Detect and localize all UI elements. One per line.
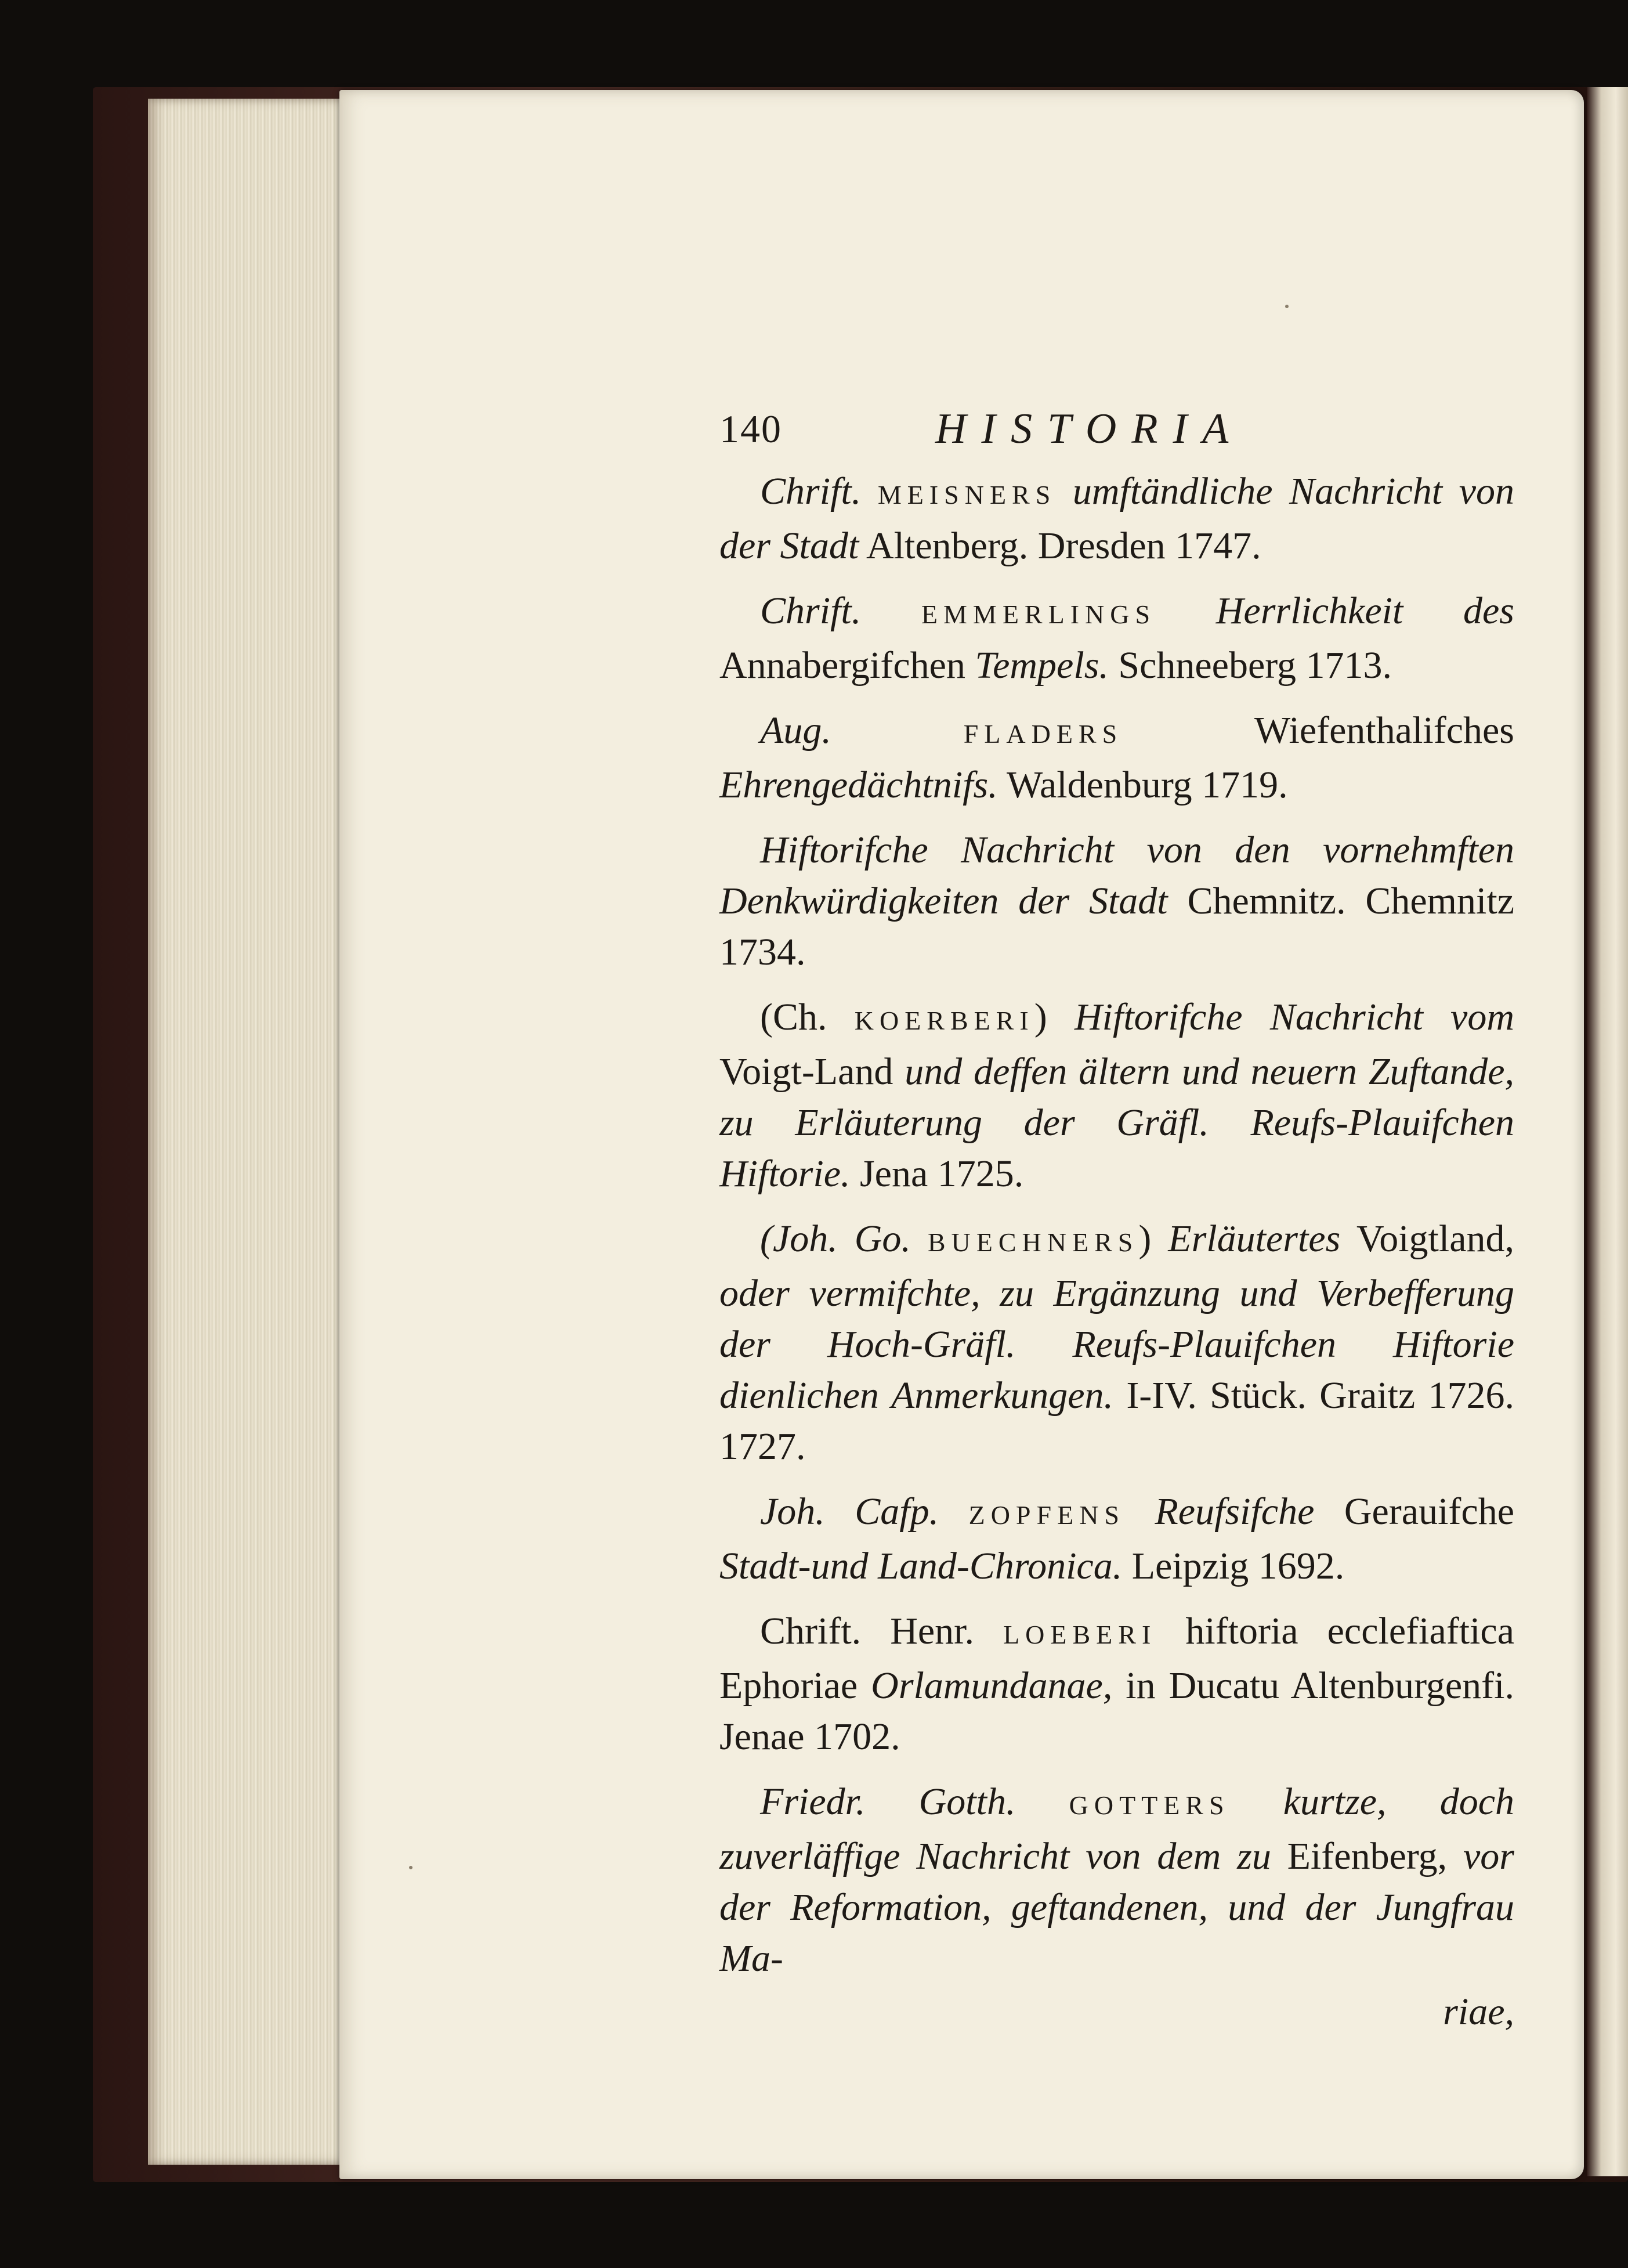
entry-text: Orlamundanae, (871, 1664, 1113, 1707)
entry-text: Hiftorifche Nachricht von den vornehmften Denkwürdigkeiten der Stadt (719, 829, 1514, 922)
author-name: KOERBERI (854, 1006, 1034, 1035)
entry-text: Schneeberg 1713. (1108, 644, 1392, 687)
entry-text: Reufsifche (1125, 1490, 1315, 1533)
entry-text: ) (1034, 996, 1075, 1038)
bibliography-entry (719, 992, 1514, 1200)
bibliography-entry (719, 825, 1514, 978)
author-name: MEISNERS (877, 480, 1057, 510)
paper-speck (409, 1866, 413, 1869)
paper-speck (1285, 305, 1289, 308)
entry-text: Herrlichkeit des (1156, 590, 1514, 632)
entry-text: oder vermifchte, zu Ergänzung und Verbefferung der Hoch-Gräfl. Reufs-Plauifchen Hiftorie dienlichen Anmerkungen. (719, 1272, 1514, 1417)
entry-text: Friedr. Gotth. (760, 1781, 1069, 1823)
entry-text: in Ducatu Altenburgenfi. Jenae 1702. (719, 1664, 1514, 1758)
bibliography-entry (719, 1606, 1514, 1763)
author-name: ZOPFENS (968, 1500, 1125, 1530)
bibliography-entry (719, 1486, 1514, 1592)
entry-text: und deffen ältern und neuern Zuftande, zu Erläuterung der Gräfl. Reufs-Plauifchen Hiftorie. (719, 1050, 1514, 1195)
author-name: BUECHNERS (927, 1227, 1139, 1257)
entry-text: Eifenberg, (1271, 1835, 1463, 1877)
bibliography-entry (719, 705, 1514, 811)
entry-text: Hiftorifche Nachricht vom (1074, 996, 1515, 1038)
entry-text: Stadt-und Land-Chronica. (719, 1545, 1123, 1587)
entry-text: Waldenburg 1719. (997, 764, 1288, 806)
bibliography-entry (719, 1776, 1514, 1984)
entry-text: kurtze, doch zuverläffige Nachricht von dem zu (719, 1781, 1514, 1877)
entry-text: Annabergifchen (719, 644, 975, 687)
entry-text: Joh. Cafp. (760, 1490, 969, 1533)
entry-text: Wiefenthalifches (1123, 709, 1514, 752)
page-header (719, 403, 1514, 456)
bibliography-entries (719, 466, 1514, 1984)
bibliography-entry (719, 466, 1514, 572)
page-edges (148, 99, 345, 2165)
entry-text: umftändliche Nachricht von der Stadt (719, 470, 1514, 567)
facing-page-edge (1587, 87, 1628, 2176)
entry-text: Chrift. (760, 470, 878, 512)
entry-text: (Ch. (760, 996, 855, 1038)
author-name: EMMERLINGS (921, 599, 1156, 629)
running-head: HISTORIA (935, 405, 1244, 453)
entry-text: hiftoria ecclefiaftica Ephoriae (719, 1610, 1514, 1707)
entry-text: Voigt-Land (719, 1050, 905, 1093)
entry-text: Chrift. Henr. (760, 1610, 1004, 1652)
entry-text: ) (1138, 1218, 1168, 1260)
page-number: 140 (719, 407, 782, 451)
entry-text: vor der Reformation, geftandenen, und der Jungfrau Ma- (719, 1835, 1514, 1980)
catchword: riae, (1443, 1991, 1514, 2033)
bibliography-entry (719, 586, 1514, 691)
author-name: GOTTERS (1069, 1790, 1230, 1820)
entry-text: (Joh. Go. (760, 1218, 928, 1260)
entry-text: Altenberg. Dresden 1747. (859, 525, 1261, 567)
author-name: FLADERS (963, 719, 1123, 749)
entry-text: Leipzig 1692. (1122, 1545, 1345, 1587)
bibliography-entry (719, 1214, 1514, 1472)
entry-text: Erläutertes (1168, 1218, 1341, 1260)
entry-text: Aug. (760, 709, 964, 752)
entry-text: Voigtland, (1340, 1218, 1514, 1260)
author-name: LOEBERI (1003, 1620, 1157, 1649)
entry-text: Chrift. (760, 590, 921, 632)
entry-text: I-IV. Stück. Graitz 1726. 1727. (719, 1374, 1514, 1468)
entry-text: Tempels. (975, 644, 1109, 687)
entry-text: Jena 1725. (850, 1153, 1024, 1195)
page-text (719, 403, 1514, 2038)
entry-text: Gerauifche (1314, 1490, 1514, 1533)
entry-text: Chemnitz. Chemnitz 1734. (719, 880, 1514, 973)
entry-text: Ehrengedächtnifs. (719, 764, 998, 806)
